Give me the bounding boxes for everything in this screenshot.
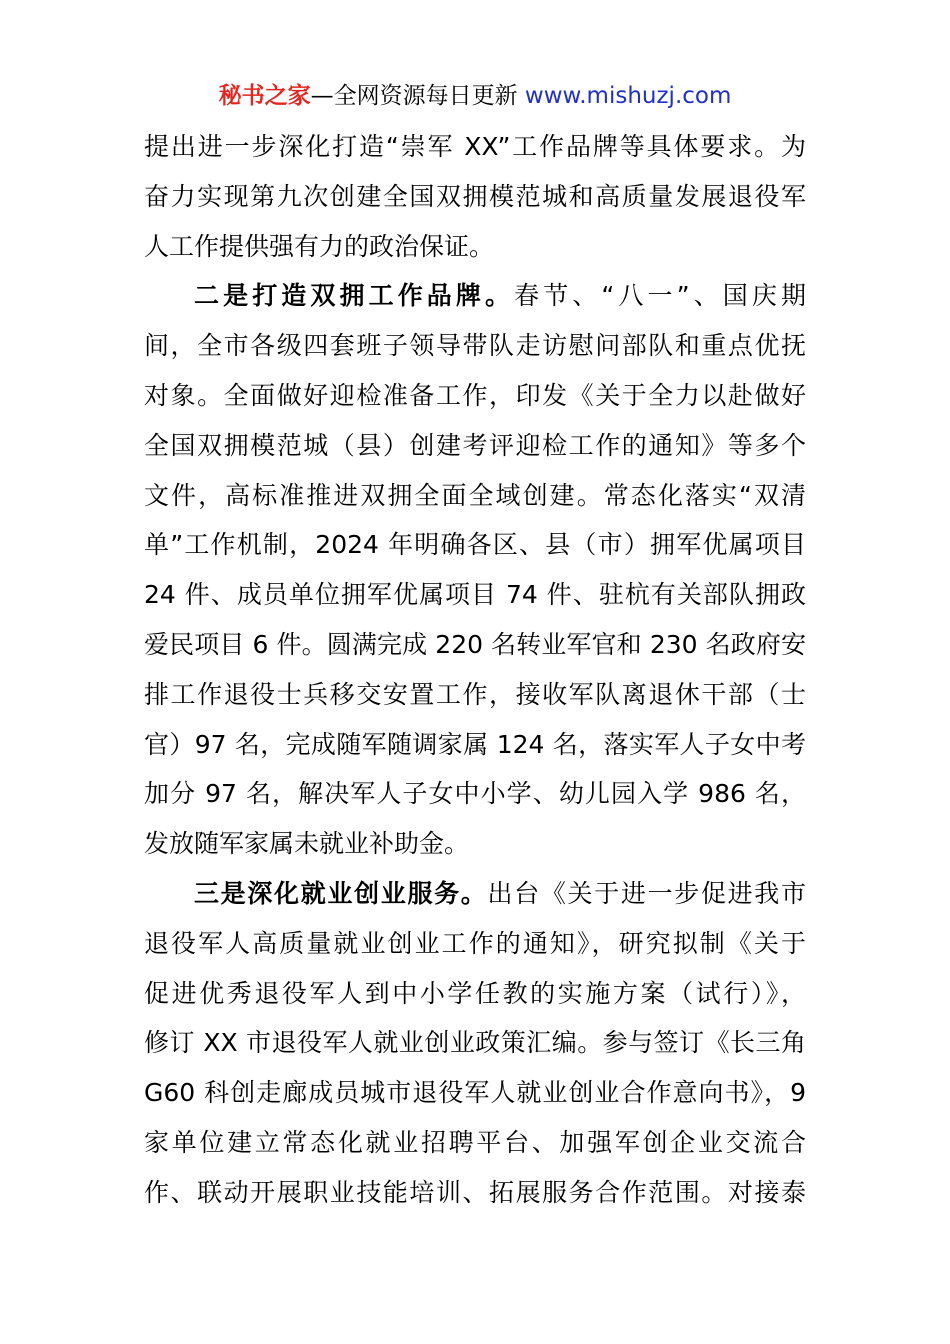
paragraph-3-first-line — [144, 869, 806, 919]
paragraph-2-line: 官）97 名，完成随军随调家属 124 名，落实军人子女中考 — [144, 729, 806, 759]
paragraph-2-line: 爱民项目 6 件。圆满完成 220 名转业军官和 230 名政府安 — [144, 629, 806, 659]
site-url-link[interactable]: www.mishuzj.com — [524, 83, 732, 109]
paragraph-3-line: 修订 XX 市退役军人就业创业政策汇编。参与签订《长三角 — [144, 1028, 806, 1058]
paragraph-2-line: 加分 97 名，解决军人子女中小学、幼儿园入学 986 名， — [144, 779, 806, 809]
paragraph-2-line: 文件，高标准推进双拥全面全域创建。常态化落实“双清 — [144, 480, 806, 510]
site-brand: 秘书之家 — [218, 83, 311, 109]
paragraph-1-line-2: 奋力实现第九次创建全国双拥模范城和高质量发展退役军 — [144, 181, 806, 211]
paragraph-3-line: 作、联动开展职业技能培训、拓展服务合作范围。对接泰 — [144, 1177, 806, 1207]
paragraph-1-line-3: 人工作提供强有力的政治保证。 — [144, 231, 495, 261]
paragraph-3-line: 家单位建立常态化就业招聘平台、加强军创企业交流合 — [144, 1127, 806, 1157]
paragraph-3-line: 退役军人高质量就业创业工作的通知》，研究拟制《关于 — [144, 928, 806, 958]
paragraph-2-first-line-text: 春节、“八一”、国庆期 — [514, 281, 806, 311]
site-header — [0, 80, 950, 112]
paragraph-1-line-1: 提出进一步深化打造“崇军 XX”工作品牌等具体要求。为 — [144, 132, 806, 161]
paragraph-2-line: 24 件、成员单位拥军优属项目 74 件、驻杭有关部队拥政 — [144, 580, 806, 610]
paragraph-3-first-line-text: 出台《关于进一步促进我市 — [487, 878, 806, 908]
paragraph-2-first-line — [144, 271, 806, 321]
paragraph-2-line: 排工作退役士兵移交安置工作，接收军队离退休干部（士 — [144, 679, 806, 709]
paragraph-3-heading: 三是深化就业创业服务。 — [194, 878, 488, 908]
paragraph-2-line: 对象。全面做好迎检准备工作，印发《关于全力以赴做好 — [144, 380, 806, 410]
paragraph-2-line: 全国双拥模范城（县）创建考评迎检工作的通知》等多个 — [144, 430, 806, 460]
paragraph-3-line: G60 科创走廊成员城市退役军人就业创业合作意向书》，9 — [144, 1078, 806, 1108]
paragraph-2-line: 发放随军家属未就业补助金。 — [144, 829, 470, 859]
site-tagline: —全网资源每日更新 — [310, 83, 525, 109]
document-body — [144, 122, 806, 1218]
paragraph-3-line: 促进优秀退役军人到中小学任教的实施方案（试行）》， — [144, 978, 806, 1008]
paragraph-2-line: 间，全市各级四套班子领导带队走访慰问部队和重点优抚 — [144, 331, 806, 361]
paragraph-2-line: 单”工作机制，2024 年明确各区、县（市）拥军优属项目 — [144, 530, 806, 560]
paragraph-2-heading: 二是打造双拥工作品牌。 — [194, 281, 515, 311]
